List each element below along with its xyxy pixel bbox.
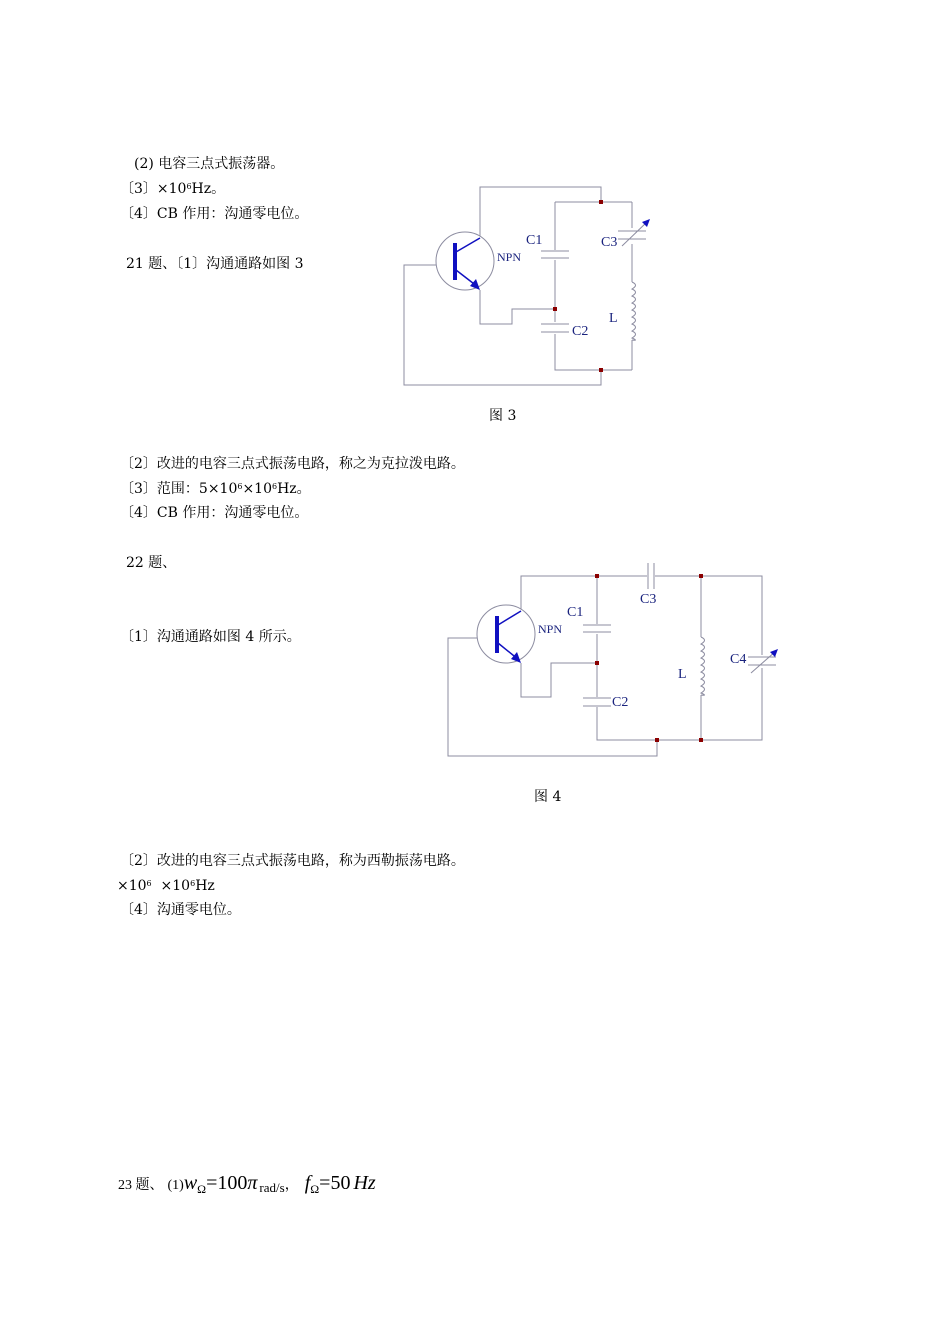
fig4-label-c3: C3 xyxy=(640,592,657,607)
fig4-wire-top-right xyxy=(655,576,762,655)
fig4-label-l: L xyxy=(678,667,687,682)
fig3-label-l: L xyxy=(609,311,618,326)
fig4-node-bottom-left xyxy=(655,738,659,742)
line-frequency-range-2: $\times 10^6 \times 10^6Hz$ xyxy=(117,878,215,894)
fig4-transistor-circle xyxy=(477,605,535,663)
fig4-label-c1: C1 xyxy=(567,605,584,620)
fig4-wire-emitter xyxy=(521,663,597,697)
fig4-node-bottom-right xyxy=(699,738,703,742)
figure-3-caption: 图 3 xyxy=(489,408,517,424)
fig4-c4-variable-line xyxy=(751,651,776,673)
line-frequency: 〔3〕$\times 10^6Hz$。 xyxy=(120,181,226,197)
question-23: 23 题、 $(1)w_\Omega=100\pi$ rad/s， $f_\Omega=50$ Hz xyxy=(118,1172,376,1196)
line-cb-role-2: 〔4〕CB 作用：沟通零电位。 xyxy=(120,505,309,521)
line-clapp-circuit: 〔2〕改进的电容三点式振荡电路，称之为克拉泼电路。 xyxy=(120,456,465,472)
fig4-node-top-right xyxy=(699,574,703,578)
fig3-label-c1: C1 xyxy=(526,233,543,248)
line-ac-path-fig4: 〔1〕沟通通路如图 4 所示。 xyxy=(120,629,301,645)
line-ac-zero-potential: 〔4〕沟通零电位。 xyxy=(120,902,241,918)
fig4-node-mid xyxy=(595,661,599,665)
line-seiler-circuit: 〔2〕改进的电容三点式振荡电路，称为西勒振荡电路。 xyxy=(120,853,465,869)
fig4-wire-top-left xyxy=(521,576,647,609)
fig4-inductor xyxy=(701,637,705,695)
fig4-label-npn: NPN xyxy=(538,622,563,636)
question-22: 22 题、 xyxy=(126,555,177,571)
fig3-label-npn: NPN xyxy=(497,250,522,264)
fig4-label-c2: C2 xyxy=(612,695,629,710)
fig4-node-top-left xyxy=(595,574,599,578)
line-range: 〔3〕范围：$5\times 10^6\times 10^6Hz$。 xyxy=(120,481,311,497)
question-21: 21 题、〔1〕沟通通路如图 3 xyxy=(126,256,304,272)
line-oscillator-type: (2) 电容三点式振荡器。 xyxy=(134,156,285,172)
fig3-label-c3: C3 xyxy=(601,235,618,250)
fig3-label-c2: C2 xyxy=(572,324,589,339)
figure-4-caption: 图 4 xyxy=(534,789,562,805)
line-cb-role: 〔4〕CB 作用：沟通零电位。 xyxy=(120,206,309,222)
fig4-transistor-collector xyxy=(498,611,521,625)
fig4-label-c4: C4 xyxy=(730,652,747,667)
